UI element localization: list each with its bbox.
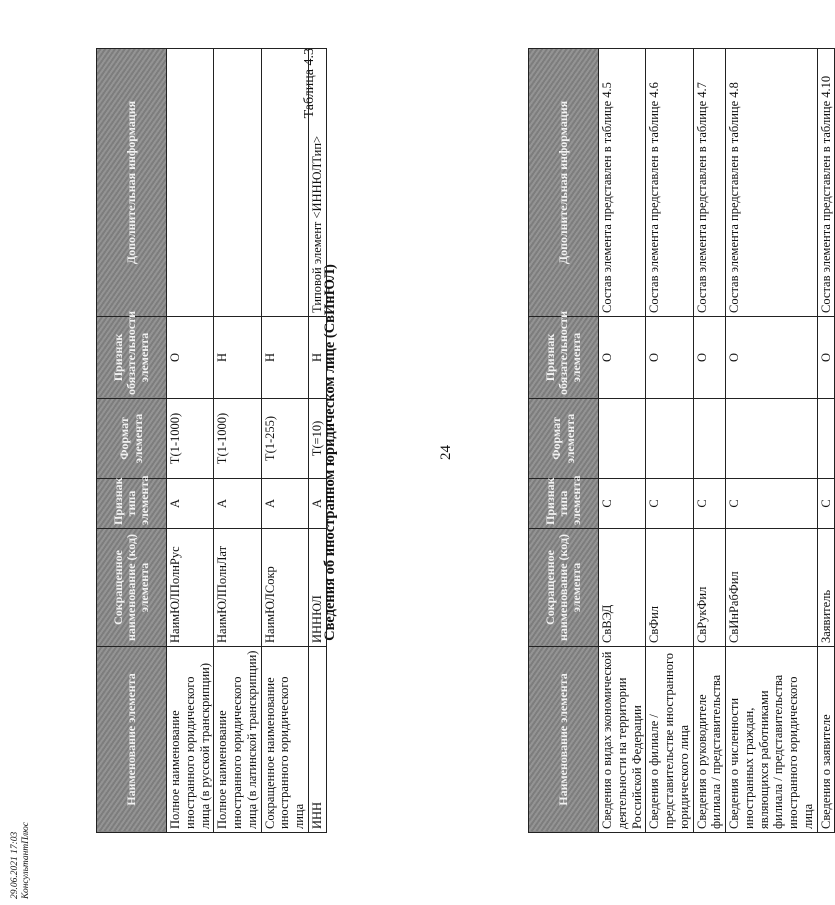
cell-info: Типовой элемент <ИННЮЛТип>: [308, 49, 326, 317]
table-top-header-row: [529, 49, 599, 833]
cell-info: [167, 49, 214, 317]
cell-required: Н: [261, 317, 308, 399]
table-row: [817, 49, 835, 833]
header-cell: Признак обязательности элемента: [529, 317, 599, 399]
table-bottom: [96, 48, 327, 833]
cell-format: T(1-1000): [167, 399, 214, 479]
header-cell: Формат элемента: [529, 399, 599, 479]
cell-info: Состав элемента представлен в таблице 4.6: [646, 49, 693, 317]
cell-required: О: [693, 317, 726, 399]
cell-info: Состав элемента представлен в таблице 4.10: [817, 49, 835, 317]
cell-type: А: [167, 479, 214, 529]
cell-code: НаимЮЛСокр: [261, 529, 308, 647]
cell-format: T(=10): [308, 399, 326, 479]
header-cell: Признак обязательности элемента: [97, 317, 167, 399]
cell-code: СвФил: [646, 529, 693, 647]
cell-format: [599, 399, 646, 479]
table-row: [726, 49, 818, 833]
cell-code: НаимЮЛПолнРус: [167, 529, 214, 647]
cell-name: Сведения о видах экономической деятельности на территории Российской Федерации: [599, 647, 646, 833]
cell-name: Сведения о руководителе филиала / представительства: [693, 647, 726, 833]
cell-name: Сведения о заявителе: [817, 647, 835, 833]
cell-info: Состав элемента представлен в таблице 4.8: [726, 49, 818, 317]
cell-type: С: [693, 479, 726, 529]
table-bottom-header-row: [97, 49, 167, 833]
cell-code: СвИнРабФил: [726, 529, 818, 647]
table-top: [528, 48, 835, 833]
cell-required: О: [726, 317, 818, 399]
header-cell: Сокращенное наименование (код) элемента: [529, 529, 599, 647]
cell-info: [214, 49, 261, 317]
cell-info: Состав элемента представлен в таблице 4.5: [599, 49, 646, 317]
header-cell: Формат элемента: [97, 399, 167, 479]
cell-code: Заявитель: [817, 529, 835, 647]
cell-format: [693, 399, 726, 479]
cell-name: Сведения о филиале / представительстве иностранного юридического лица: [646, 647, 693, 833]
cell-type: С: [817, 479, 835, 529]
header-cell: Наименование элемента: [529, 647, 599, 833]
header-cell: Наименование элемента: [97, 647, 167, 833]
cell-name: Полное наименование иностранного юридического лица (в латинской транскрипции): [214, 647, 261, 833]
header-cell: Признак типа элемента: [529, 479, 599, 529]
footer-date: 29.06.2021 17:03: [10, 831, 20, 899]
cell-type: А: [308, 479, 326, 529]
cell-required: О: [817, 317, 835, 399]
cell-format: [646, 399, 693, 479]
page-number: 24: [438, 445, 454, 460]
cell-info: Состав элемента представлен в таблице 4.7: [693, 49, 726, 317]
cell-code: СвВЭД: [599, 529, 646, 647]
table-row: [308, 49, 326, 833]
cell-format: [726, 399, 818, 479]
cell-required: О: [599, 317, 646, 399]
cell-name: Сведения о численности иностранных граждан, являющихся работниками филиала / представительства иностранного юридического лица: [726, 647, 818, 833]
table-row: [261, 49, 308, 833]
cell-type: А: [261, 479, 308, 529]
table-row: [646, 49, 693, 833]
footer-source: КонсультантПлюс: [20, 822, 31, 899]
header-cell: Дополнительная информация: [97, 49, 167, 317]
section-title: Сведения об иностранном юридическом лице (СвИнЮЛ): [322, 264, 338, 641]
cell-code: ИННЮЛ: [308, 529, 326, 647]
table-row: [693, 49, 726, 833]
cell-code: НаимЮЛПолнЛат: [214, 529, 261, 647]
cell-code: СвРукФил: [693, 529, 726, 647]
table-row: [214, 49, 261, 833]
header-cell: Признак типа элемента: [97, 479, 167, 529]
cell-required: Н: [308, 317, 326, 399]
cell-info: [261, 49, 308, 317]
cell-name: Полное наименование иностранного юридического лица (в русской транскрипции): [167, 647, 214, 833]
cell-required: О: [167, 317, 214, 399]
cell-required: Н: [214, 317, 261, 399]
cell-type: С: [646, 479, 693, 529]
table-row: [599, 49, 646, 833]
table-row: [167, 49, 214, 833]
cell-type: С: [599, 479, 646, 529]
cell-format: T(1-1000): [214, 399, 261, 479]
footer-stamp: [10, 822, 32, 899]
cell-required: О: [646, 317, 693, 399]
cell-type: А: [214, 479, 261, 529]
cell-name: Сокращенное наименование иностранного юридического лица: [261, 647, 308, 833]
header-cell: Сокращенное наименование (код) элемента: [97, 529, 167, 647]
cell-format: [817, 399, 835, 479]
header-cell: Дополнительная информация: [529, 49, 599, 317]
cell-name: ИНН: [308, 647, 326, 833]
table-caption: Таблица 4.3: [302, 48, 317, 119]
cell-format: T(1-255): [261, 399, 308, 479]
cell-type: С: [726, 479, 818, 529]
